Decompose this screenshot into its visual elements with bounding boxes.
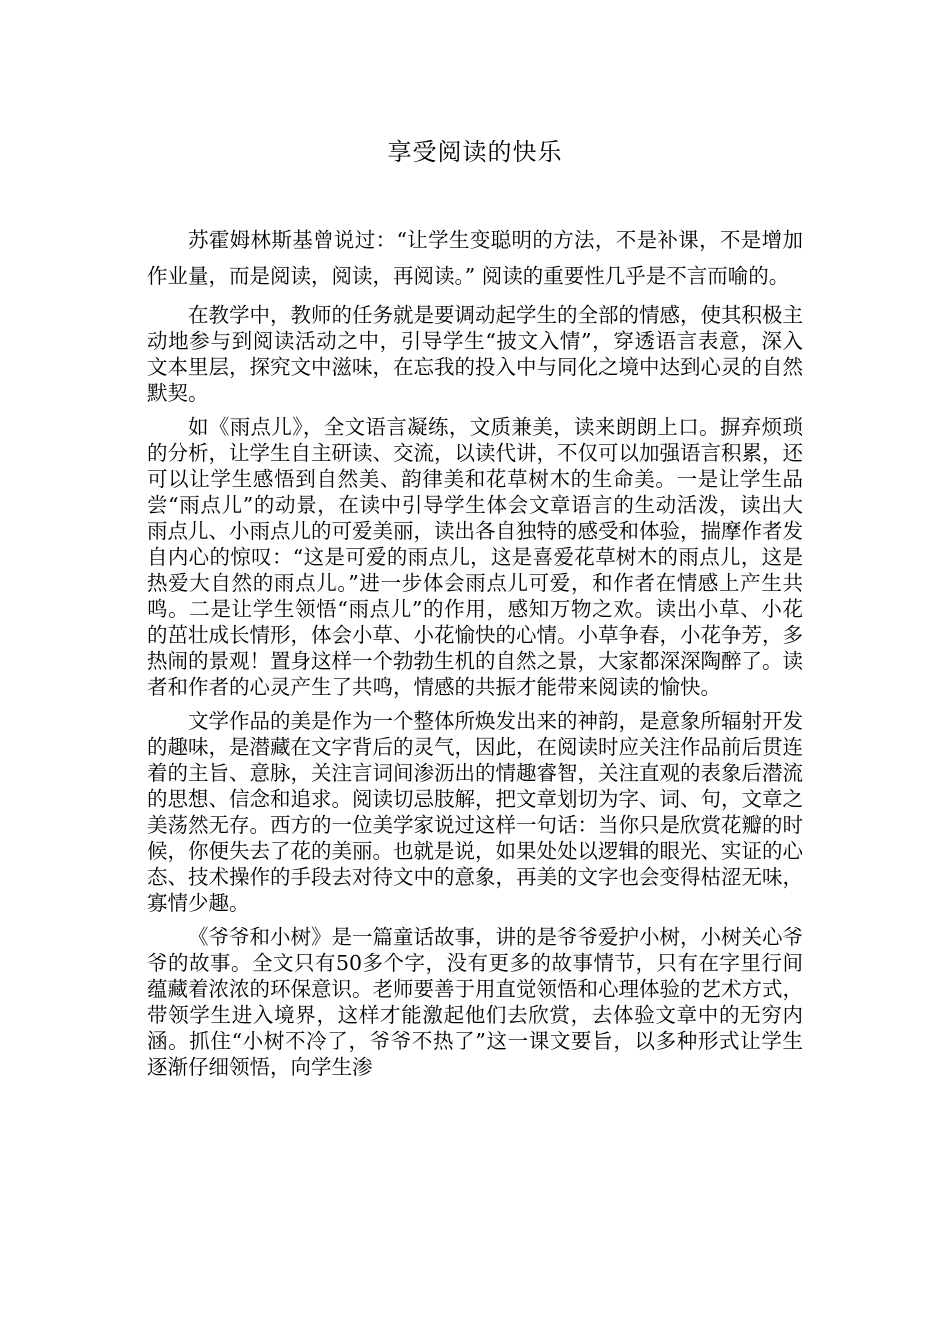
paragraph-5: 《爷爷和小树》是一篇童话故事，讲的是爷爷爱护小树，小树关心爷爷的故事。全文只有50多个字，没有更多的故事情节，只有在字里行间蕴藏着浓浓的环保意识。老师要善于用直觉领悟和心理体验的艺术方式，带领学生进入境界，这样才能激起他们去欣赏，去体验文章中的无穷内涵。抓住“小树不冷了，爷爷不热了”这一课文要旨，以多种形式让学生逐渐仔细领悟，向学生渗 [147, 925, 803, 1079]
paragraph-4: 文学作品的美是作为一个整体所焕发出来的神韵，是意象所辐射开发的趣味，是潜藏在文字背后的灵气，因此，在阅读时应关注作品前后贯连着的主旨、意脉，关注言词间渗沥出的情趣睿智，关注直观的表象后潜流的思想、信念和追求。阅读切忌肢解，把文章划切为字、词、句，文章之美荡然无存。西方的一位美学家说过这样一句话：当你只是欣赏花瓣的时候，你便失去了花的美丽。也就是说，如果处处以逻辑的眼光、实证的心态、技术操作的手段去对待文中的意象，再美的文字也会变得枯涩无味，寡情少趣。 [147, 709, 803, 915]
paragraph-3: 如《雨点儿》，全文语言凝练，文质兼美，读来朗朗上口。摒弃烦琐的分析，让学生自主研读、交流，以读代讲，不仅可以加强语言积累，还可以让学生感悟到自然美、韵律美和花草树木的生命美。一是让学生品尝“雨点儿”的动景，在读中引导学生体会文章语言的生动活泼，读出大雨点儿、小雨点儿的可爱美丽，读出各自独特的感受和体验，揣摩作者发自内心的惊叹：“这是可爱的雨点儿，这是喜爱花草树木的雨点儿，这是热爱大自然的雨点儿。”进一步体会雨点儿可爱，和作者在情感上产生共鸣。二是让学生领悟“雨点儿”的作用，感知万物之欢。读出小草、小花的茁壮成长情形，体会小草、小花愉快的心情。小草争春，小花争芳，多热闹的景观！置身这样一个勃勃生机的自然之景，大家都深深陶醉了。读者和作者的心灵产生了共鸣，情感的共振才能带来阅读的愉快。 [147, 415, 803, 699]
document-body [147, 222, 803, 1080]
page-title: 享受阅读的快乐 [387, 138, 563, 166]
paragraph-2: 在教学中，教师的任务就是要调动起学生的全部的情感，使其积极主动地参与到阅读活动之中，引导学生“披文入情”，穿透语言表意，深入文本里层，探究文中滋味，在忘我的投入中与同化之境中达到心灵的自然默契。 [147, 303, 803, 405]
paragraph-1: 苏霍姆林斯基曾说过：“让学生变聪明的方法，不是补课，不是增加作业量，而是阅读，阅读，再阅读。” 阅读的重要性几乎是不言而喻的。 [147, 228, 803, 288]
